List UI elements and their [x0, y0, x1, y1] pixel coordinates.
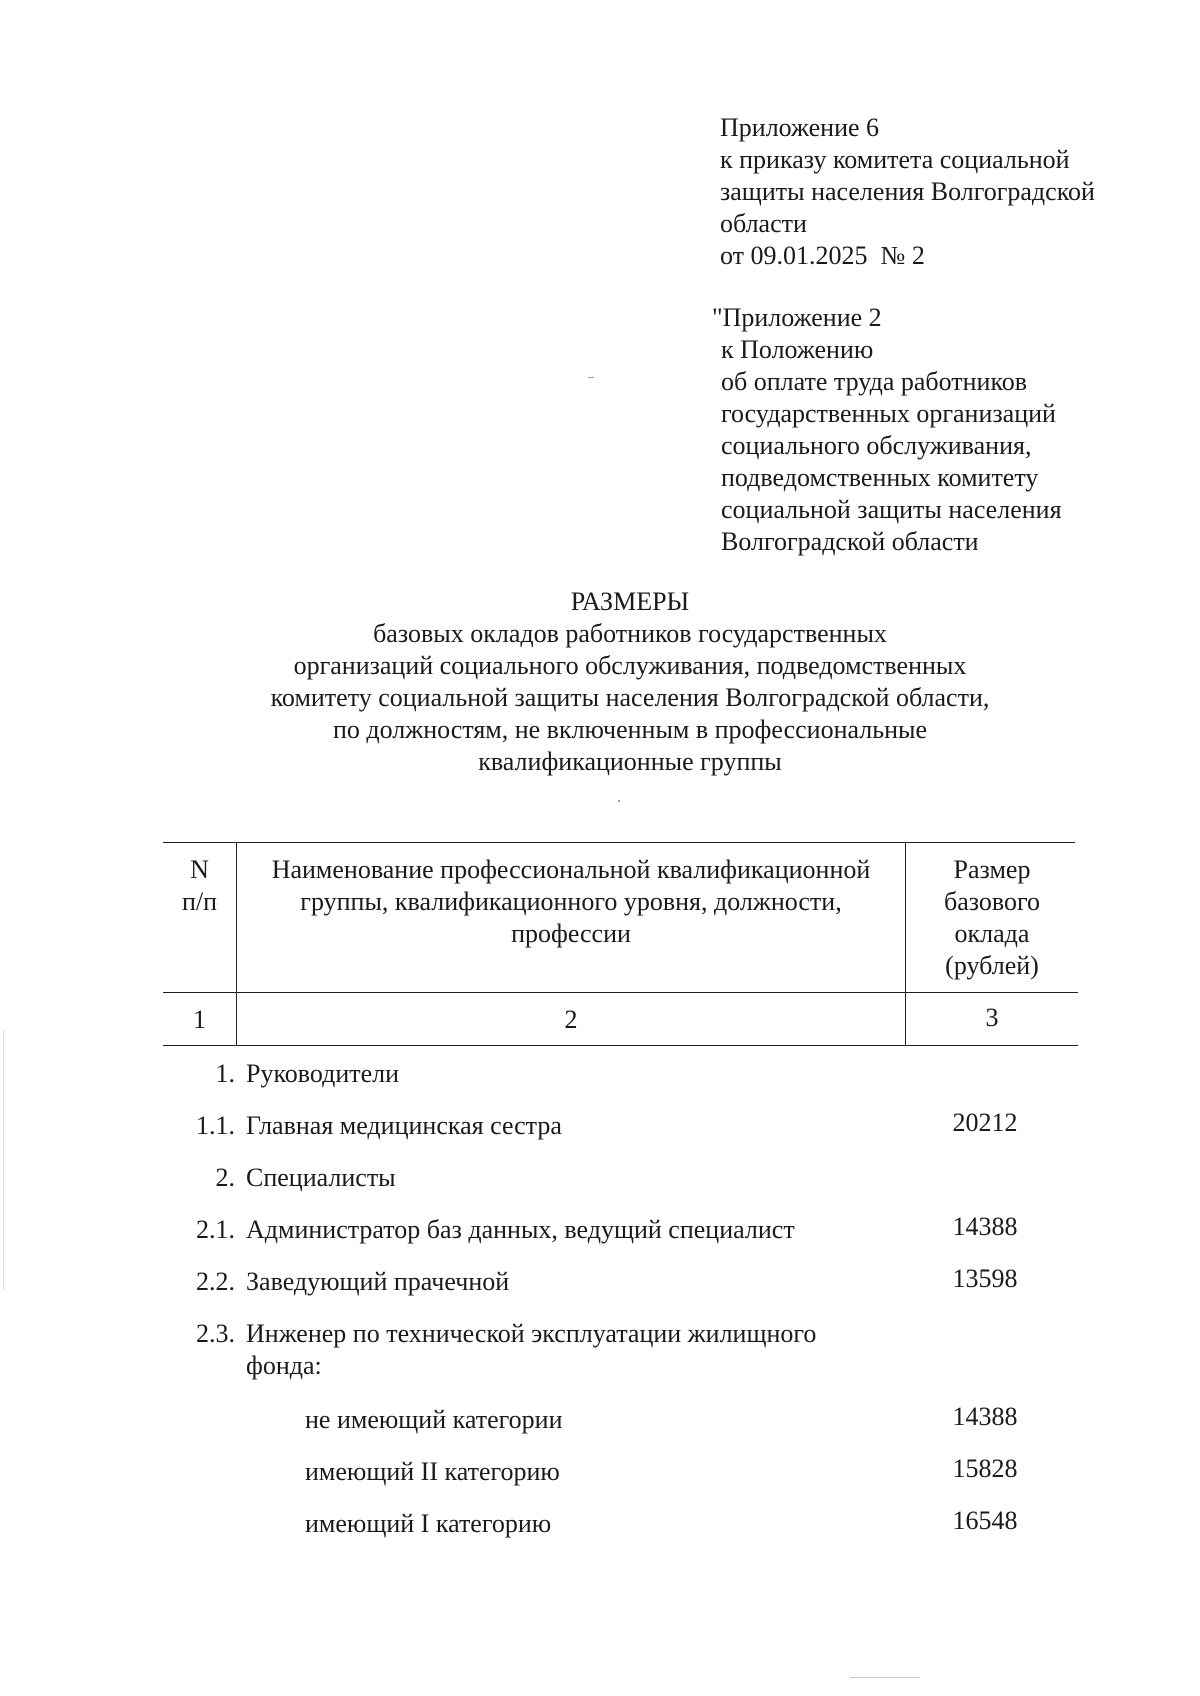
row-name: Инженер по технической эксплуатации жилищного фонда: — [246, 1319, 817, 1380]
appendix-6-line: Приложение 6 — [720, 113, 880, 142]
row-name: Главная медицинская сестра — [246, 1111, 562, 1140]
index-cell: 1 — [193, 1005, 206, 1034]
row-number: 2.3. — [196, 1319, 235, 1348]
appendix-2-line: государственных организаций — [721, 399, 1056, 428]
row-value: 15828 — [952, 1454, 1018, 1483]
scan-speck — [588, 377, 594, 378]
row-value: 16548 — [952, 1506, 1018, 1535]
appendix-2-title: "Приложение 2 — [712, 303, 882, 332]
appendix-2-line: подведомственных комитету — [721, 463, 1039, 492]
title-heading: РАЗМЕРЫ — [570, 587, 690, 616]
appendix-2-line: Волгоградской области — [721, 527, 979, 556]
row-value: 20212 — [952, 1108, 1018, 1137]
row-number: 2.1. — [196, 1215, 235, 1244]
scan-speck — [618, 800, 620, 802]
appendix-6-date-number: от 09.01.2025 № 2 — [720, 241, 925, 270]
row-number: 1.1. — [196, 1111, 235, 1140]
row-name: Специалисты — [246, 1163, 396, 1192]
table-index-rule — [163, 1045, 1078, 1046]
row-name: Администратор баз данных, ведущий специалист — [246, 1215, 795, 1244]
title-line: по должностям, не включенным в профессиональные — [332, 715, 928, 744]
row-name: Заведующий прачечной — [246, 1267, 510, 1296]
index-cell: 2 — [564, 1005, 578, 1034]
header-amount-cell: Размер базового оклада (рублей) — [943, 855, 1040, 980]
scan-speck — [3, 1030, 4, 1290]
row-name: Руководители — [246, 1059, 400, 1088]
appendix-6-header — [720, 112, 1095, 272]
row-name: не имеющий категории — [305, 1405, 563, 1434]
title-line: квалификационные группы — [478, 747, 782, 776]
appendix-6-line: к приказу комитета социальной — [720, 145, 1070, 174]
title-line: базовых окладов работников государственных — [373, 619, 887, 648]
appendix-6-line: области — [720, 209, 807, 238]
title-line: организаций социального обслуживания, подведомственных — [293, 651, 967, 680]
row-number: 2.2. — [196, 1267, 235, 1296]
table-header-rule — [163, 992, 1078, 993]
appendix-2-line: социального обслуживания, — [721, 431, 1032, 460]
row-value: 14388 — [952, 1212, 1018, 1241]
document-title — [200, 586, 1060, 778]
table-top-rule — [163, 842, 1075, 843]
row-number: 1. — [215, 1059, 235, 1088]
row-value: 13598 — [952, 1264, 1018, 1293]
title-line: комитету социальной защиты населения Волгоградской области, — [270, 683, 990, 712]
appendix-2-header — [712, 302, 1062, 558]
header-number-cell: N п/п — [181, 855, 218, 916]
appendix-6-line: защиты населения Волгоградской — [720, 177, 1095, 206]
index-cell: 3 — [985, 1003, 999, 1032]
appendix-2-line: об оплате труда работников — [721, 367, 1028, 396]
row-name: имеющий I категорию — [305, 1509, 552, 1538]
row-number: 2. — [215, 1163, 235, 1192]
appendix-2-line: к Положению — [721, 335, 874, 364]
row-value: 14388 — [952, 1402, 1018, 1431]
scan-speck — [850, 1677, 920, 1678]
row-name: имеющий II категорию — [305, 1457, 560, 1486]
header-name-cell: Наименование профессиональной квалификационной группы, квалификационного уровня, должности, профессии — [271, 855, 871, 948]
appendix-2-line: социальной защиты населения — [721, 495, 1062, 524]
